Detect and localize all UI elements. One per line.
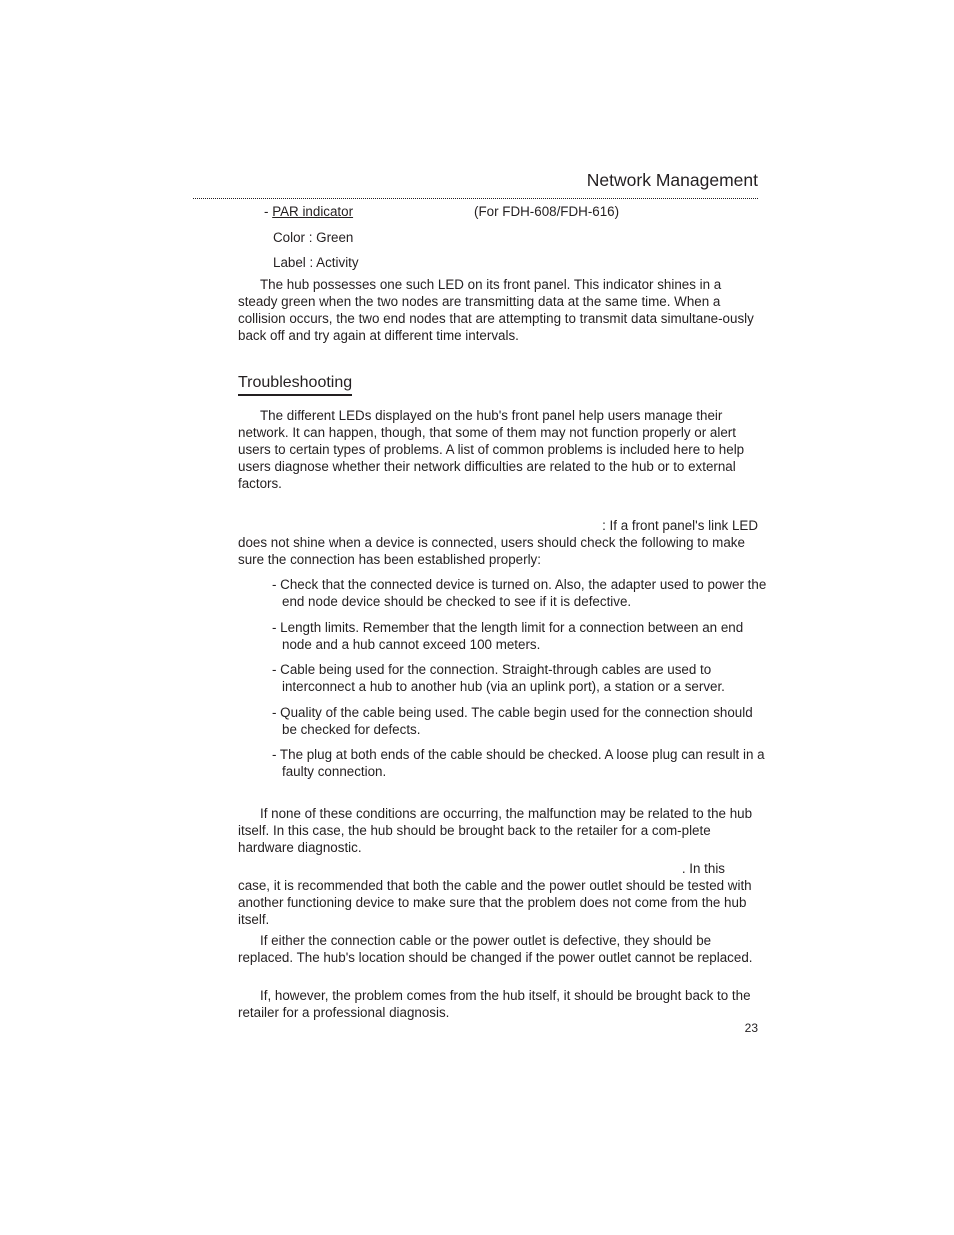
troubleshooting-heading: Troubleshooting <box>238 373 352 396</box>
none-conditions-paragraph: If none of these conditions are occurring, the malfunction may be related to the hub itself. In this case, the hub should be brought back to the retailer for a com-plete hardware diagnostic. <box>238 806 753 855</box>
par-description: The hub possesses one such LED on its front panel. This indicator shines in a steady green when the two nodes are transmitting data at the same time. When a collision occurs, the two end nodes that are attempting to transmit data simultane-ously back off and try again at different time intervals. <box>238 277 754 343</box>
header-divider <box>193 198 758 199</box>
check-item: - The plug at both ends of the cable should be checked. A loose plug can result in a faulty connection. <box>272 747 765 779</box>
check-item: - Length limits. Remember that the length limit for a connection between an end node and a hub cannot exceed 100 meters. <box>272 620 744 652</box>
par-label: Label : Activity <box>273 255 359 270</box>
defective-paragraph: If either the connection cable or the power outlet is defective, they should be replaced. The hub's location should be changed if the power outlet cannot be replaced. <box>238 933 753 965</box>
check-item: - Cable being used for the connection. Straight-through cables are used to interconnect a hub to another hub (via an uplink port), a station or a server. <box>272 662 725 694</box>
troubleshooting-intro: The different LEDs displayed on the hub's front panel help users manage their network. It can happen, though, that some of them may not function properly or alert users to certain types of problems. A list of common problems is included here to help users diagnose whether their network difficulties are related to the hub or to external factors. <box>238 408 745 491</box>
page-header-title: Network Management <box>586 170 758 190</box>
check-item: - Check that the connected device is turned on. Also, the adapter used to power the end node device should be checked to see if it is defective. <box>272 577 767 609</box>
power-paragraph: case, it is recommended that both the cable and the power outlet should be tested with another functioning device to make sure that the problem does not come from the hub itself. <box>238 878 752 927</box>
power-lead: . In this <box>681 861 725 876</box>
par-indicator-link[interactable]: PAR indicator <box>272 204 354 219</box>
par-models: (For FDH-608/FDH-616) <box>474 204 620 219</box>
check-item: - Quality of the cable being used. The cable begin used for the connection should be checked for defects. <box>272 705 753 737</box>
par-dash: - <box>264 204 273 219</box>
hub-itself-paragraph: If, however, the problem comes from the hub itself, it should be brought back to the retailer for a professional diagnosis. <box>238 988 751 1020</box>
link-led-lead: : If a front panel's link LED <box>602 518 758 533</box>
page-number: 23 <box>744 1021 758 1035</box>
par-indicator-line <box>264 203 353 220</box>
par-color: Color : Green <box>273 230 354 245</box>
link-led-paragraph: does not shine when a device is connected, users should check the following to make sure the connection has been established properly: <box>238 535 745 567</box>
